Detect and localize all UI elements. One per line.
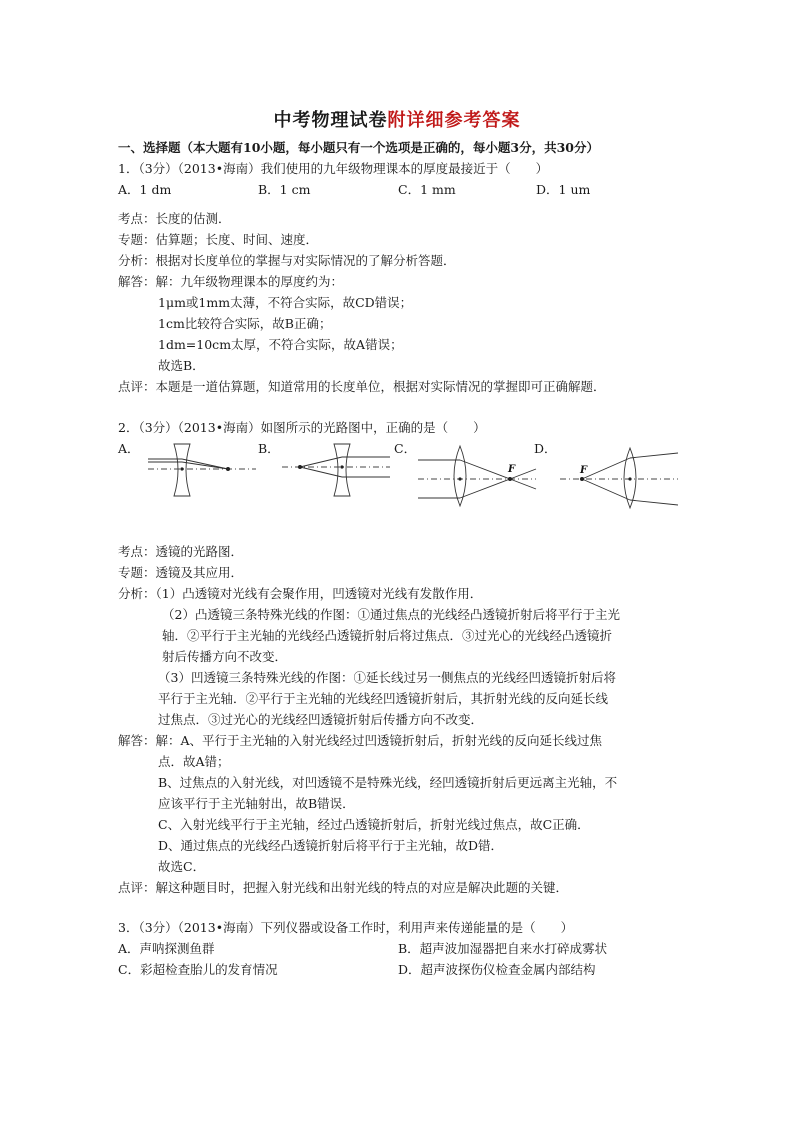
q2-fenxi-line: 轴．②平行于主光轴的光线经凸透镜折射后将过焦点．③过光心的光线经凸透镜折 [162, 628, 613, 643]
q2-fenxi-line: （2）凸透镜三条特殊光线的作图：①通过焦点的光线经凸透镜折射后将平行于主光 [162, 607, 620, 622]
section-heading: 一、选择题（本大题有10小题，每小题只有一个选项是正确的，每小题3分，共30分） [118, 140, 599, 155]
q1-jieda-line: 解答：解：九年级物理课本的厚度约为： [118, 274, 344, 289]
q2-jieda-line: B、过焦点的入射光线，对凹透镜不是特殊光线，经凹透镜折射后更远离主光轴，不 [158, 775, 618, 790]
q1-jieda-line: 1cm比较符合实际，故B正确； [158, 316, 332, 331]
q1-jieda-line: 1dm=10cm太厚，不符合实际，故A错误； [158, 337, 403, 352]
q3-option-d: D．超声波探伤仪检查金属内部结构 [398, 962, 596, 977]
q2-jieda-line: C、入射光线平行于主光轴，经过凸透镜折射后，折射光线过焦点，故C正确． [158, 817, 590, 832]
q1-kaodian: 考点：长度的估测． [118, 211, 231, 226]
q2-option-c: C． [394, 441, 417, 456]
diagram-c-convex-lens [418, 442, 538, 510]
q2-jieda-line: 点．故A错； [158, 754, 230, 769]
q2-fenxi-line: 射后传播方向不改变． [162, 649, 288, 664]
diagram-c-focus-label: F [508, 464, 516, 475]
q2-option-d: D． [534, 441, 557, 456]
q2-fenxi-line: （3）凹透镜三条特殊光线的作图：①延长线过另一侧焦点的光线经凹透镜折射后将 [158, 670, 616, 685]
diagram-d-convex-lens [560, 444, 680, 512]
page-title-accent: 附详细参考答案 [387, 110, 521, 131]
q3-stem: 3．（3分）（2013•海南）下列仪器或设备工作时，利用声来传递能量的是（ ） [118, 920, 574, 935]
q1-dianping: 点评：本题是一道估算题，知道常用的长度单位，根据对实际情况的掌握即可正确解题． [118, 379, 606, 394]
diagram-b-concave-lens [282, 440, 392, 500]
q1-jieda-line: 故选B． [158, 358, 205, 373]
q2-jieda-line: 解答：解：A、平行于主光轴的入射光线经过凹透镜折射后，折射光线的反向延长线过焦 [118, 733, 603, 748]
q2-jieda-line: D、通过焦点的光线经凸透镜折射后将平行于主光轴，故D错． [158, 838, 504, 853]
diagram-d-focus-label: F [580, 465, 588, 476]
q2-jieda-line: 应该平行于主光轴射出，故B错误． [158, 796, 355, 811]
q1-option-a: A．1 dm [118, 182, 172, 197]
q2-fenxi-line: 过焦点．③过光心的光线经凹透镜折射后传播方向不改变． [158, 712, 484, 727]
q3-option-c: C．彩超检查胎儿的发育情况 [118, 962, 278, 977]
q2-kaodian: 考点：透镜的光路图． [118, 544, 244, 559]
q1-zhuanti: 专题：估算题；长度、时间、速度． [118, 232, 319, 247]
q2-option-a: A． [118, 441, 140, 456]
page-title: 中考物理试卷附详细参考答案 [273, 110, 521, 131]
q1-fenxi: 分析：根据对长度单位的掌握与对实际情况的了解分析答题． [118, 253, 456, 268]
q2-option-b: B． [258, 441, 280, 456]
q1-stem: 1．（3分）（2013•海南）我们使用的九年级物理课本的厚度最接近于（ ） [118, 161, 549, 176]
q1-option-d: D．1 um [536, 182, 591, 197]
q2-zhuanti: 专题：透镜及其应用． [118, 565, 244, 580]
q1-option-b: B．1 cm [258, 182, 311, 197]
q2-fenxi-line: 分析：（1）凸透镜对光线有会聚作用，凹透镜对光线有发散作用． [118, 586, 483, 601]
q1-option-c: C．1 mm [398, 182, 456, 197]
q1-jieda-line: 1μm或1mm太薄，不符合实际，故CD错误； [158, 295, 413, 310]
q2-jieda-line: 故选C． [158, 859, 206, 874]
q3-option-a: A．声呐探测鱼群 [118, 941, 215, 956]
diagram-a-concave-lens [148, 440, 258, 500]
q2-dianping: 点评：解这种题目时，把握入射光线和出射光线的特点的对应是解决此题的关键． [118, 880, 569, 895]
q2-fenxi-line: 平行于主光轴．②平行于主光轴的光线经凹透镜折射后，其折射光线的反向延长线 [158, 691, 609, 706]
q2-stem: 2．（3分）（2013•海南）如图所示的光路图中，正确的是（ ） [118, 420, 486, 435]
q3-option-b: B．超声波加湿器把自来水打碎成雾状 [398, 941, 608, 956]
